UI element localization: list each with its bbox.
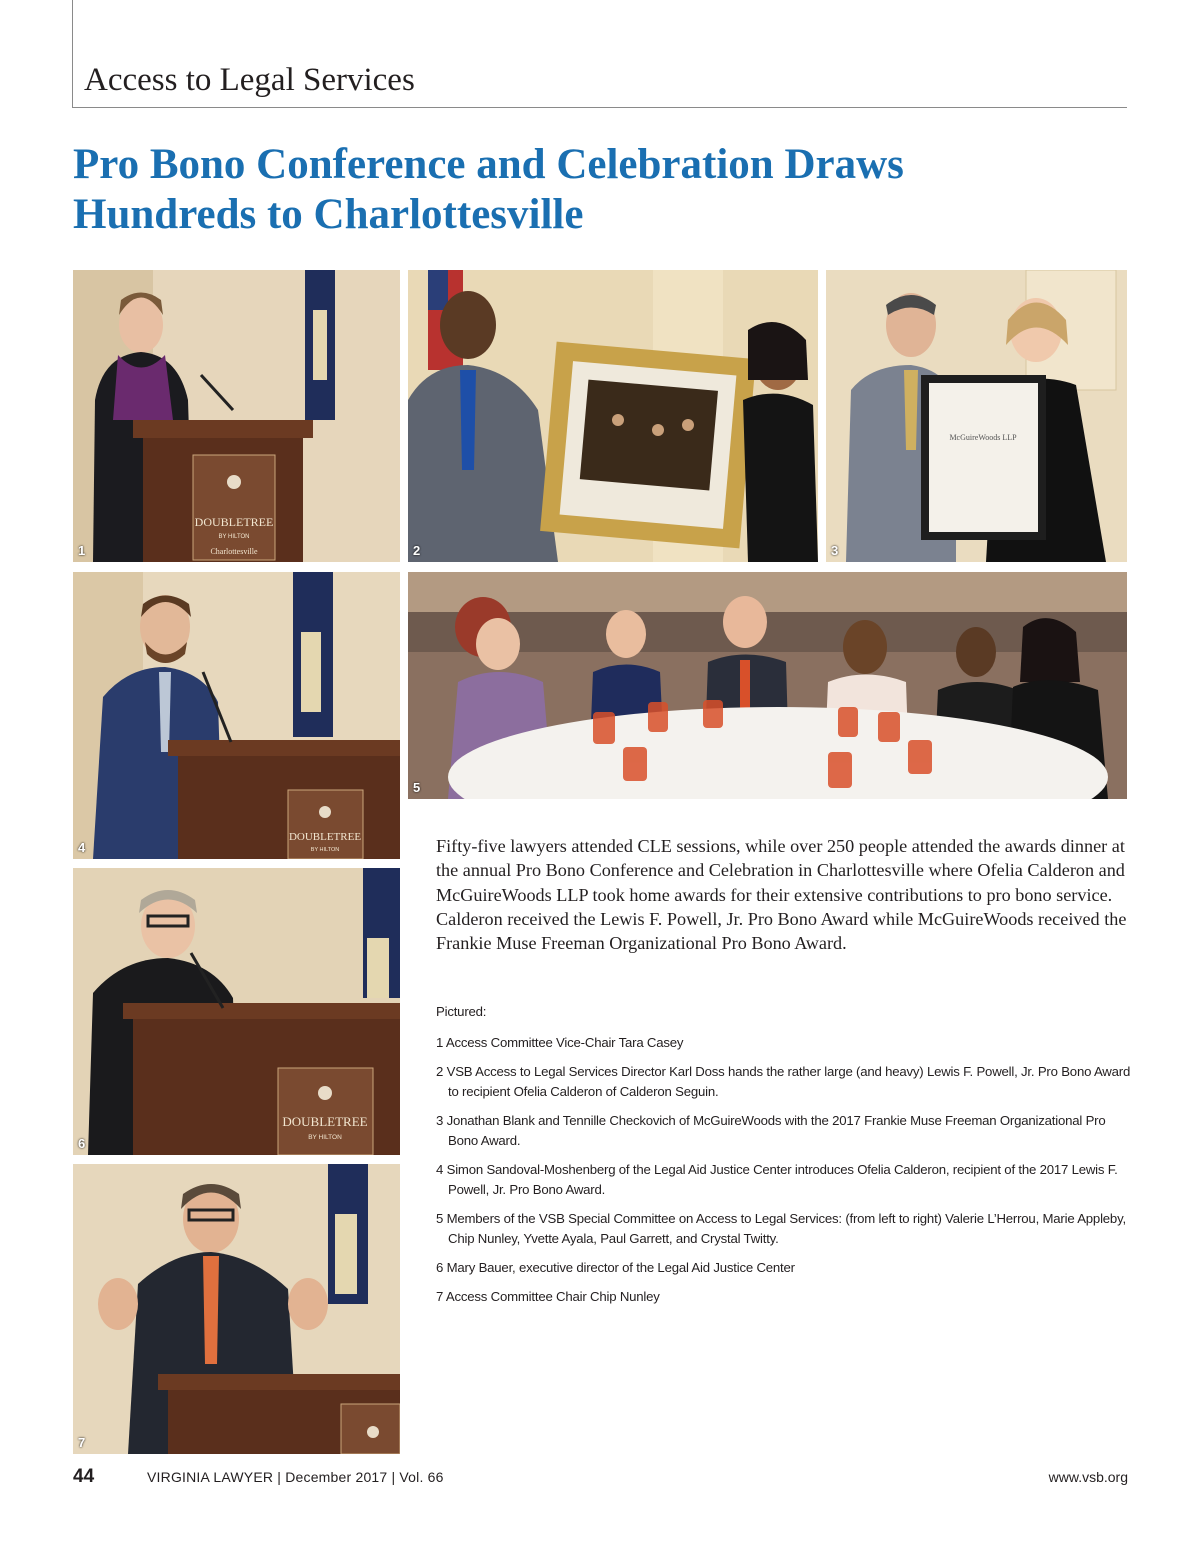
caption-item: 7 Access Committee Chair Chip Nunley	[436, 1289, 660, 1304]
photo-4-sign-name: DOUBLETREE	[288, 831, 362, 843]
caption-item: 5 Members of the VSB Special Committee on Access to Legal Services: (from left to right) Valerie L’Herrou, Marie Appleby, Chip Nunley, Yvette Ayala, Paul Garrett, and Crystal Twitty.	[436, 1211, 1126, 1246]
photo-3-illustration	[826, 270, 1127, 562]
section-label: Access to Legal Services	[84, 62, 415, 98]
photo-3-mcguirewoods-award	[826, 270, 1127, 562]
headline	[73, 140, 1133, 240]
intro-paragraph: Fifty-five lawyers attended CLE sessions, while over 250 people attended the awards dinner at the annual Pro Bono Conference and Celebration in Charlottesville where Ofelia Calderon and McGuireWoods LLP took home awards for their extensive contributions to pro bono service. Calderon received the Lewis F. Powell, Jr. Pro Bono Award while McGuireWoods received the Frankie Muse Freeman Organizational Pro Bono Award.	[436, 836, 1127, 954]
photo-1-sign-city: Charlottesville	[210, 547, 258, 556]
photo-1-sign-name: DOUBLETREE	[194, 515, 274, 529]
photo-captions	[436, 1004, 1136, 1316]
photo-6-mary-bauer	[73, 868, 400, 1155]
photo-1-number: 1	[78, 543, 86, 558]
caption-item: 1 Access Committee Vice-Chair Tara Casey	[436, 1035, 684, 1050]
captions-list	[436, 1033, 1136, 1307]
photo-1-sign-sub: BY HILTON	[218, 534, 250, 540]
photo-5-number: 5	[413, 780, 421, 795]
photo-6-number: 6	[78, 1136, 86, 1151]
photo-6-illustration	[73, 868, 400, 1155]
photo-2-illustration	[408, 270, 818, 562]
photo-7-chip-nunley	[73, 1164, 400, 1454]
photo-2-number: 2	[413, 543, 421, 558]
photo-3-number: 3	[831, 543, 839, 558]
photo-7-illustration	[73, 1164, 400, 1454]
publication-info: VIRGINIA LAWYER | December 2017 | Vol. 66	[147, 1469, 444, 1485]
photo-5-access-committee-table	[408, 572, 1127, 799]
photo-5-illustration	[408, 572, 1127, 799]
caption-item: 4 Simon Sandoval-Moshenberg of the Legal Aid Justice Center introduces Ofelia Calderon, recipient of the 2017 Lewis F. Powell, Jr. Pro Bono Award.	[436, 1162, 1118, 1197]
website-link[interactable]: www.vsb.org	[1048, 1469, 1128, 1485]
photo-4-simon-sandoval-moshenberg	[73, 572, 400, 859]
section-rule-horizontal	[72, 107, 1127, 108]
svg-text:McGuireWoods LLP: McGuireWoods LLP	[949, 433, 1017, 442]
section-rule-vertical	[72, 0, 73, 108]
caption-item: 2 VSB Access to Legal Services Director Karl Doss hands the rather large (and heavy) Lewis F. Powell, Jr. Pro Bono Award to recipient Ofelia Calderon of Calderon Seguin.	[436, 1064, 1131, 1099]
photo-4-sign-sub: BY HILTON	[310, 847, 340, 853]
captions-heading: Pictured:	[436, 1004, 487, 1019]
caption-item: 3 Jonathan Blank and Tennille Checkovich of McGuireWoods with the 2017 Frankie Muse Freeman Organizational Pro Bono Award.	[436, 1113, 1106, 1148]
photo-1-tara-casey	[73, 270, 400, 562]
page-number: 44	[73, 1466, 95, 1487]
page-footer	[73, 1466, 1128, 1490]
photo-7-number: 7	[78, 1435, 86, 1450]
headline-line-1: Pro Bono Conference and Celebration Draws	[73, 141, 904, 188]
photo-6-sign-sub: BY HILTON	[308, 1134, 342, 1141]
photo-2-karl-doss-ofelia-calderon	[408, 270, 818, 562]
caption-item: 6 Mary Bauer, executive director of the Legal Aid Justice Center	[436, 1260, 795, 1275]
photo-4-illustration	[73, 572, 400, 859]
photo-1-illustration	[73, 270, 400, 562]
headline-line-2: Hundreds to Charlottesville	[73, 191, 584, 238]
photo-4-number: 4	[78, 840, 86, 855]
photo-6-sign-name: DOUBLETREE	[282, 1114, 368, 1129]
